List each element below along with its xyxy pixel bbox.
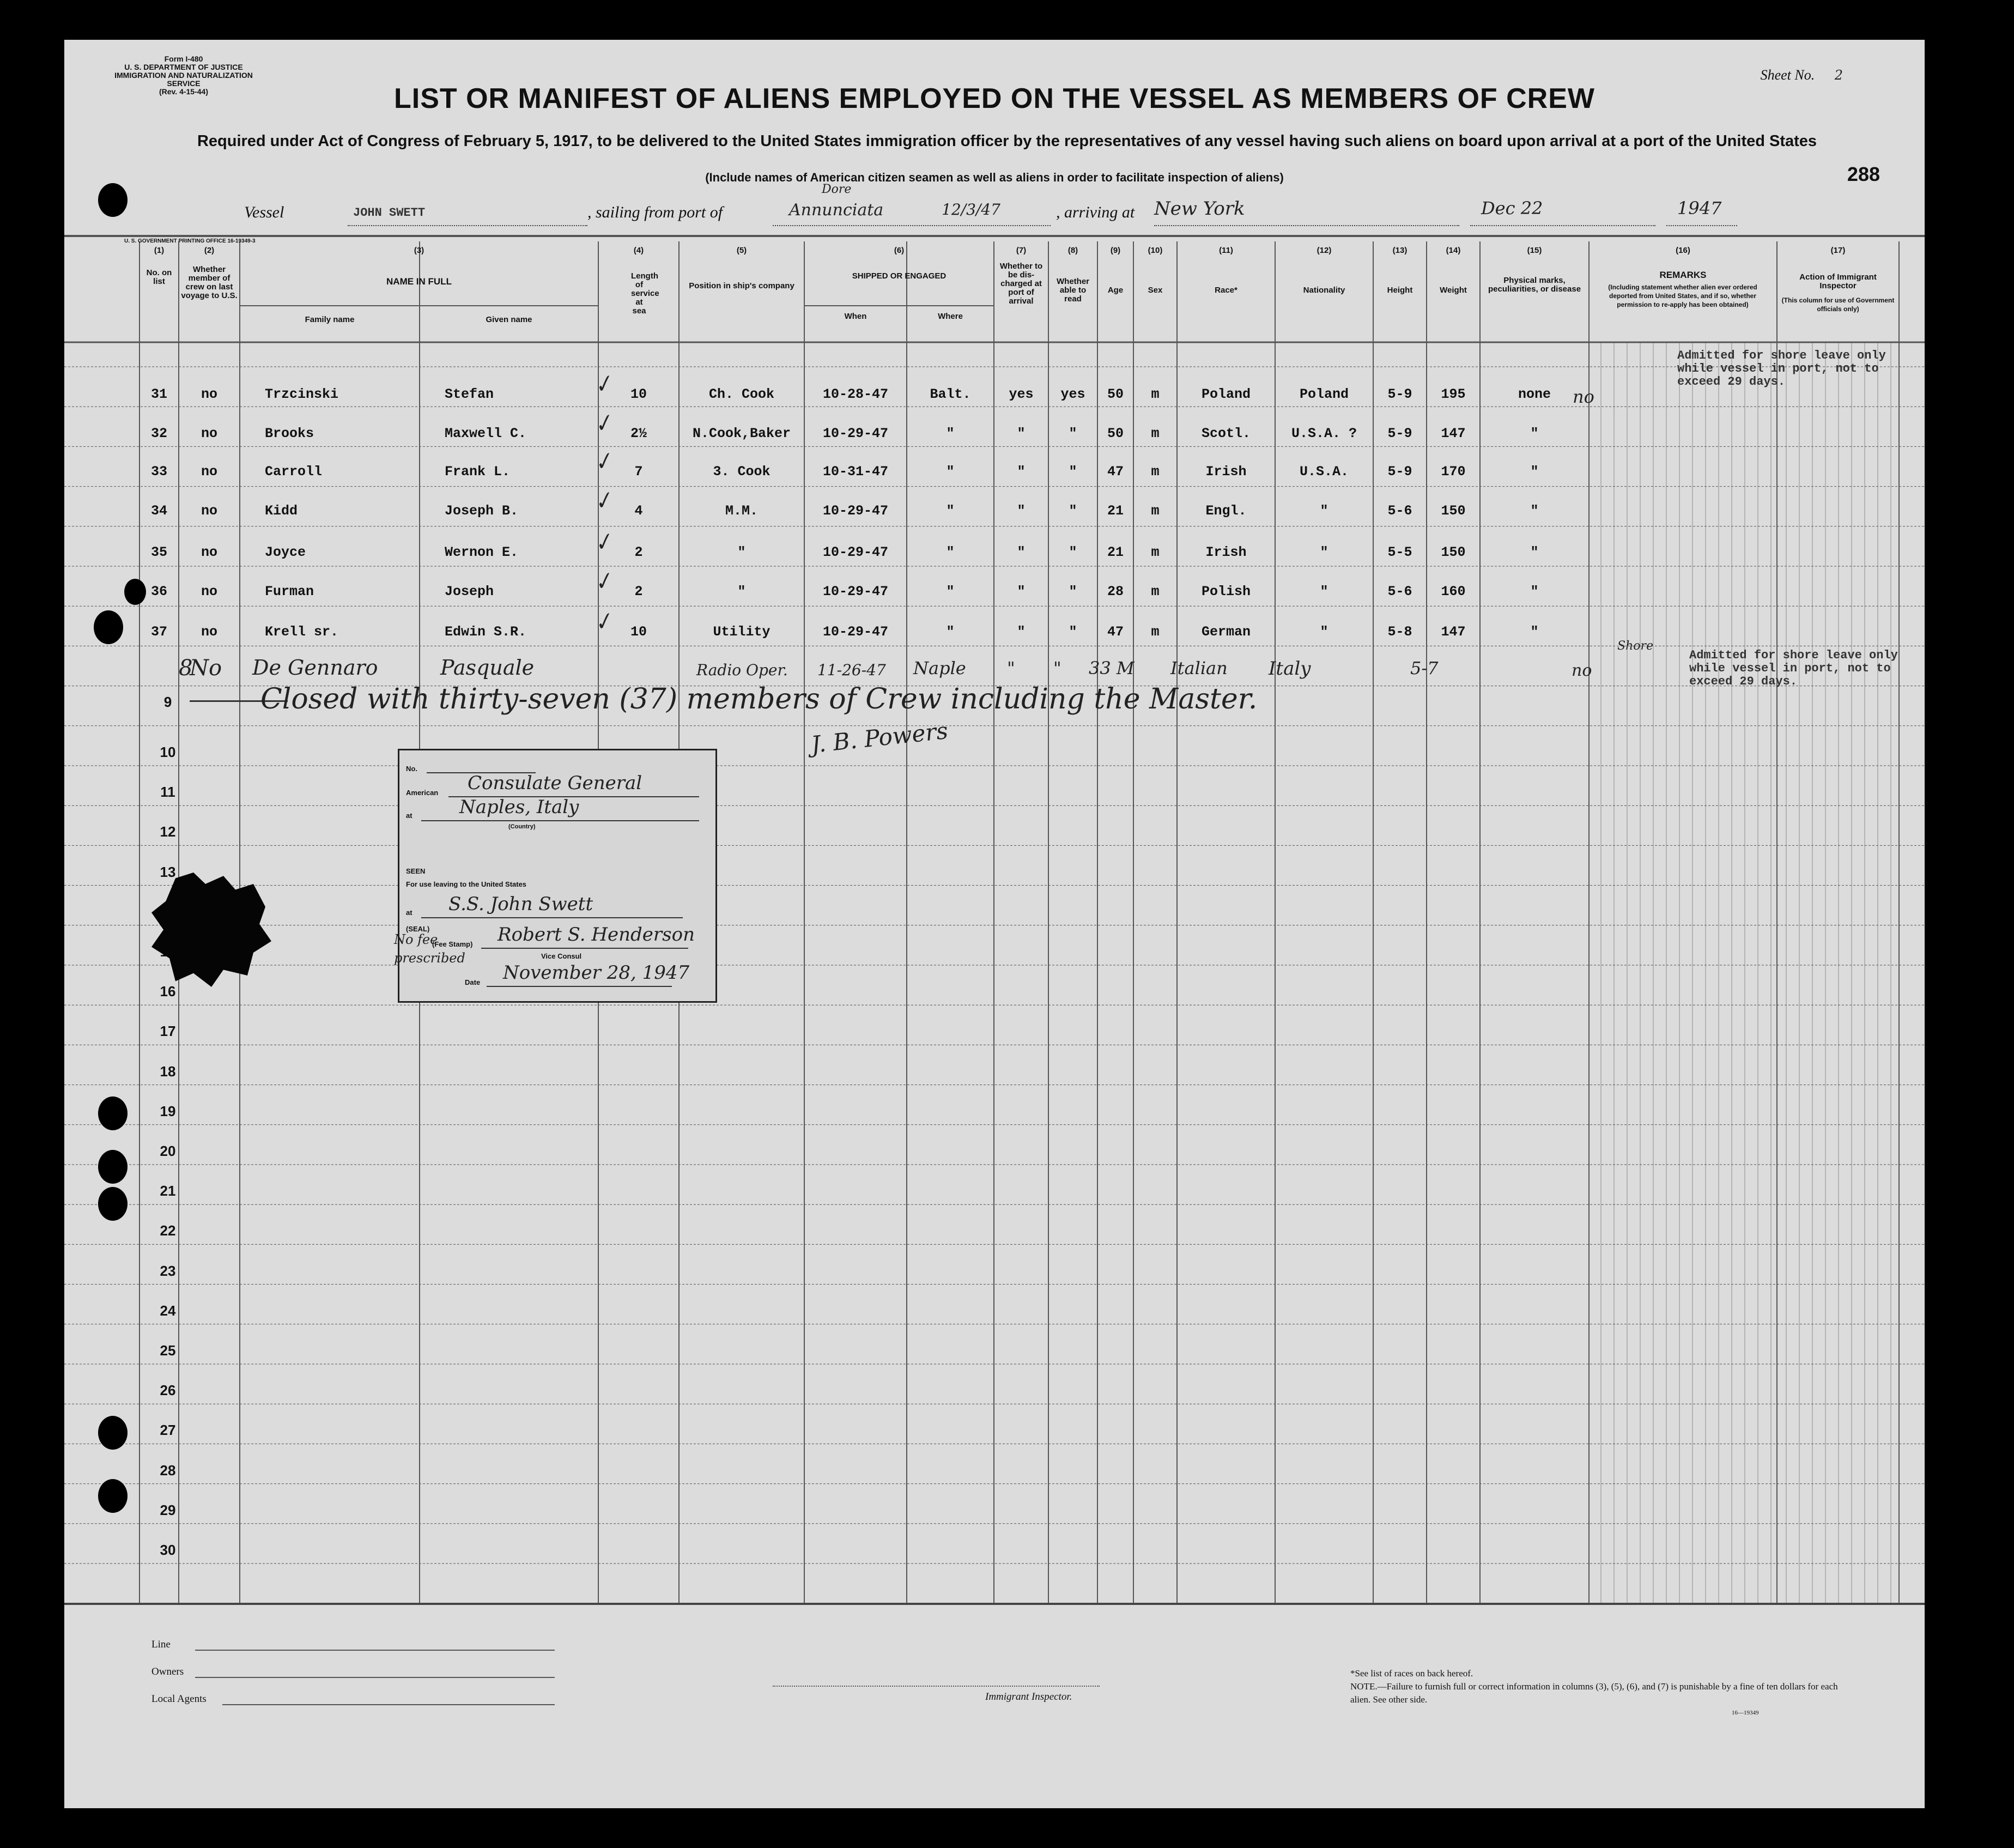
inspector-label: Immigrant Inspector. [985,1691,1072,1702]
family-name-cell: Brooks [265,426,314,441]
col-header-marks: Physical marks, peculiarities, or disease [1488,276,1581,294]
nationality-cell: " [1320,584,1328,599]
stamp-country-label: (Country) [508,823,536,830]
discharged-cell: " [1017,624,1026,640]
read-cell: " [1069,464,1077,480]
punch-hole [98,1187,128,1221]
consular-stamp [394,749,717,1003]
column-number: (17) [1830,246,1846,255]
position-cell: Ch. Cook [708,386,775,402]
punch-hole [98,183,128,217]
hw-height: 5-7 [1410,658,1439,678]
check-mark-icon: ✓ [590,567,616,597]
given-name-cell: Maxwell C. [445,426,527,441]
stamp-vessel: S.S. John Swett [448,893,593,915]
sheet-number [1761,67,1843,83]
read-cell: " [1069,503,1077,519]
read-cell: " [1069,426,1077,441]
stamp-officer: Robert S. Henderson [498,924,695,946]
vessel-underline [348,225,587,226]
stamp-at-label: at [406,811,412,820]
weight-cell: 160 [1441,584,1466,599]
punch-hole [98,1096,128,1130]
footer-agents-blank [222,1704,555,1705]
race-cell: Irish [1205,544,1247,560]
last-voyage-cell: no [201,464,217,480]
sex-cell: m [1151,426,1160,441]
marks-cell: " [1530,584,1539,599]
age-cell: 50 [1107,386,1124,402]
last-voyage-cell: no [201,386,217,402]
discharged-cell: " [1017,584,1026,599]
column-number: (14) [1446,246,1461,255]
column-number: (3) [414,246,424,255]
shore-note: Shore [1617,639,1654,653]
nationality-cell: " [1320,503,1328,519]
weight-cell: 150 [1441,544,1466,560]
hw-remark: no [1572,661,1592,680]
marks-cell: " [1530,503,1539,519]
service-cell: 4 [634,503,643,519]
column-number: (15) [1527,246,1542,255]
footer-line-blank [195,1650,555,1651]
stamp-fee-note: No fee prescribed [394,932,465,966]
sheet-label: Sheet No. [1760,67,1815,83]
marks-cell: " [1530,464,1539,480]
sex-cell: m [1151,624,1160,640]
col-header-when: When [844,312,867,321]
col-header-height: Height [1387,286,1413,295]
sailing-label: , sailing from port of [587,203,723,221]
column-number: (1) [154,246,165,255]
punch-hole [98,1479,128,1513]
penalty-note: NOTE.—Failure to furnish full or correct information in columns (3), (5), (6), and (7) is punishable by a fine of ten dollars for each alien. See other side. [1350,1681,1838,1705]
row1-remark: no [1573,386,1594,407]
race-cell: Irish [1205,464,1247,480]
col-header-action: Action of Immigrant Inspector [1799,272,1877,290]
row-number: 18 [160,1063,176,1080]
row-number: 19 [160,1102,176,1119]
hw-row-number: 8 [179,656,193,681]
row-number: 23 [160,1262,176,1279]
vessel-label: Vessel [244,203,284,221]
shipped-when-cell: 10-29-47 [822,584,889,599]
column-number: (8) [1067,246,1078,255]
age-cell: 47 [1107,464,1124,480]
check-mark-icon: ✓ [590,369,616,400]
sex-cell: m [1151,464,1160,480]
row-number: 28 [160,1462,176,1479]
closing-text: Closed with thirty-seven (37) members of Crew including the Master. [260,683,1258,716]
stamp-officer-line [481,948,688,949]
hw-where: Naple [913,658,966,678]
stamp-seal-label: (SEAL) [406,925,430,933]
discharged-cell: " [1017,544,1026,560]
hw-position: Radio Oper. [696,661,788,679]
row-number: 25 [160,1342,176,1359]
punch-hole [94,610,123,644]
height-cell: 5-9 [1387,426,1412,441]
shipped-when-cell: 10-29-47 [822,426,889,441]
shipped-where-cell: " [946,584,955,599]
col-header-race: Race* [1215,286,1237,295]
row-number: 31 [150,386,167,402]
given-name-cell: Stefan [445,386,494,402]
nationality-cell: U.S.A. ? [1291,426,1357,441]
row-number: 12 [160,823,176,840]
column-number: (4) [633,246,644,255]
last-voyage-cell: no [201,584,217,599]
column-number: (13) [1392,246,1408,255]
hw-given-name: Pasquale [440,656,535,680]
col-header-position: Position in ship's company [689,281,794,290]
col-header-last-voyage: Whether member of crew on last voyage to U.S. [181,265,238,300]
nationality-cell: Poland [1299,386,1349,402]
footer-agents-label: Local Agents [151,1693,207,1705]
height-cell: 5-9 [1387,464,1412,480]
printing-office: U. S. GOVERNMENT PRINTING OFFICE 16-19349-3 [124,238,256,244]
shipped-when-cell: 10-28-47 [822,386,889,402]
shipped-where-cell: " [946,464,955,480]
closing-signature: J. B. Powers [810,717,949,759]
form-number: Form I-480 [164,54,203,63]
position-cell: " [737,584,746,599]
position-cell: " [737,544,746,560]
weight-cell: 147 [1441,426,1466,441]
given-name-cell: Wernon E. [445,544,519,560]
height-cell: 5-5 [1387,544,1412,560]
stamp-consulate-label: American [406,789,439,797]
stamp-seen-label: SEEN [406,867,426,875]
weight-cell: 150 [1441,503,1466,519]
arriving-underline [1154,225,1459,226]
shipped-where-cell: " [946,426,955,441]
service: IMMIGRATION AND NATURALIZATION SERVICE [114,71,253,88]
row-number: 32 [150,426,167,441]
stamp-date-label: Date [465,978,481,986]
row-number: 29 [160,1501,176,1518]
hw-race: Italian [1170,658,1228,678]
age-cell: 47 [1107,624,1124,640]
stamp-consulate: Consulate General [468,772,642,794]
check-mark-icon: ✓ [590,607,616,638]
last-voyage-cell: no [201,426,217,441]
nationality-cell: " [1320,544,1328,560]
service-cell: 2½ [630,426,647,441]
shipped-where-cell: " [946,624,955,640]
col-header-name: NAME IN FULL [386,276,452,287]
discharged-cell: " [1017,503,1026,519]
weight-cell: 147 [1441,624,1466,640]
admitted-note-1: Admitted for shore leave only while vessel in port, not to exceed 29 days. [1677,349,1886,389]
sailing-underline [773,225,1051,226]
sex-cell: m [1151,503,1160,519]
sailing-port-note: Dore [822,183,852,196]
family-name-cell: Krell sr. [265,624,339,640]
column-number: (2) [204,246,215,255]
page-number: 288 [1847,163,1880,185]
check-mark-icon: ✓ [590,447,616,477]
service-cell: 10 [630,386,647,402]
hw-read: " [1053,658,1061,678]
stamp-fee-label: (Fee Stamp) [432,940,473,948]
sex-cell: m [1151,386,1160,402]
col-header-shipped: SHIPPED OR ENGAGED [852,271,947,281]
race-cell: German [1201,624,1251,640]
service-cell: 2 [634,544,643,560]
row-number: 13 [160,863,176,880]
footer-divider [64,1603,1925,1605]
discharged-cell: " [1017,426,1026,441]
stamp-vessel-label: at [406,908,412,917]
page-subtitle: Required under Act of Congress of February 5, 1917, to be delivered to the United States immigration officer by the representatives of any vessel having such aliens on board upon arrival at a port of the United States [197,132,1817,150]
hw-family-name: De Gennaro [252,656,378,680]
sailing-port: Annunciata [789,201,884,220]
column-number: (7) [1016,246,1027,255]
race-cell: Poland [1201,386,1251,402]
row-number: 11 [160,784,175,801]
revision: (Rev. 4-15-44) [159,87,208,96]
marks-cell: " [1530,426,1539,441]
shipped-when-cell: 10-29-47 [822,503,889,519]
discharged-cell: yes [1009,386,1034,402]
height-cell: 5-6 [1387,503,1412,519]
read-cell: " [1069,624,1077,640]
family-name-cell: Kidd [265,503,298,519]
check-mark-icon: ✓ [590,486,616,517]
closing-row-number: 9 [163,694,172,710]
shipped-where-cell: Balt. [930,386,971,402]
stamp-city: Naples, Italy [459,796,579,818]
footer-line-label: Line [151,1639,171,1650]
admitted-note-2: Admitted for shore leave only while vessel in port, not to exceed 29 days. [1689,649,1898,688]
arriving-label: , arriving at [1056,203,1135,221]
shipped-where-cell: " [946,544,955,560]
stamp-vessel-line [421,917,683,918]
col-header-remarks-note: (Including statement whether alien ever ordered deported from United States, and if so, whether permission to re-apply has been obtained) [1608,283,1757,308]
column-number: (6) [894,246,905,255]
column-number: (5) [736,246,747,255]
col-header-given-name: Given name [486,315,532,324]
row-number: 16 [160,983,176,1000]
last-voyage-cell: no [201,544,217,560]
check-mark-icon: ✓ [590,409,616,439]
last-voyage-cell: no [201,503,217,519]
read-cell: " [1069,584,1077,599]
nationality-cell: U.S.A. [1299,464,1349,480]
column-number: (11) [1219,246,1233,255]
position-cell: N.Cook,Baker [692,426,791,441]
row-number: 17 [160,1023,176,1040]
arriving-port: New York [1154,198,1245,220]
service-cell: 2 [634,584,643,599]
discharged-cell: " [1017,464,1026,480]
page-subnote: (Include names of American citizen seamen as well as aliens in order to facilitate inspection of aliens) [705,171,1284,184]
race-cell: Scotl. [1201,426,1251,441]
races-note: *See list of races on back hereof. [1350,1668,1473,1679]
stamp-date: November 28, 1947 [503,962,690,984]
position-cell: M.M. [725,503,758,519]
shipped-when-cell: 10-29-47 [822,544,889,560]
sex-cell: m [1151,584,1160,599]
position-cell: Utility [713,624,771,640]
shipped-where-cell: " [946,503,955,519]
row-number: 20 [160,1143,176,1159]
stamp-date-line [487,986,672,987]
col-header-no: No. on list [146,268,172,286]
given-name-cell: Joseph B. [445,503,519,519]
family-name-cell: Furman [265,584,314,599]
arrival-year: 1947 [1677,198,1722,219]
vessel-name: JOHN SWETT [353,206,426,220]
arrival-date: Dec 22 [1481,198,1543,219]
stamp-officer-title: Vice Consul [541,952,582,960]
date-underline [1470,225,1655,226]
shipped-when-cell: 10-29-47 [822,624,889,640]
punch-hole [98,1416,128,1450]
hw-age-sex: 33 M [1089,658,1135,678]
age-cell: 28 [1107,584,1124,599]
col-header-action-note: (This column for use of Government officials only) [1781,296,1895,313]
row-number: 34 [150,503,167,519]
col-header-service: Length of service at sea [631,271,659,316]
row-number: 36 [150,584,167,599]
stamp-seen-text: For use leaving to the United States [406,880,527,888]
row-number: 24 [160,1302,176,1319]
row-number: 33 [150,464,167,480]
form-code: 16—19349 [1732,1710,1759,1716]
marks-cell: none [1518,386,1551,402]
manifest-sheet [64,40,1925,1808]
footer-owners-blank [195,1677,555,1678]
height-cell: 5-9 [1387,386,1412,402]
race-cell: Engl. [1205,503,1247,519]
check-mark-icon: ✓ [590,528,616,558]
age-cell: 50 [1107,426,1124,441]
punch-hole [124,579,146,605]
row-number: 37 [150,624,167,640]
family-name-cell: Carroll [265,464,323,480]
row-number: 26 [160,1382,176,1399]
read-cell: " [1069,544,1077,560]
row-number: 30 [160,1542,176,1558]
nationality-cell: " [1320,624,1328,640]
column-number: (10) [1148,246,1163,255]
col-header-family-name: Family name [305,315,355,324]
read-cell: yes [1060,386,1085,402]
col-header-nationality: Nationality [1303,286,1345,295]
row-number: 22 [160,1222,176,1239]
row-number: 21 [160,1183,176,1199]
col-header-read: Whether able to read [1057,277,1089,304]
stamp-city-line [421,820,699,821]
footer-owners-label: Owners [151,1666,184,1677]
height-cell: 5-6 [1387,584,1412,599]
last-voyage-cell: no [201,624,217,640]
column-number: (16) [1676,246,1690,255]
hw-when: 11-26-47 [817,661,886,679]
family-name-cell: Joyce [265,544,306,560]
service-cell: 10 [630,624,647,640]
sailing-date: 12/3/47 [942,201,1000,219]
given-name-cell: Frank L. [445,464,511,480]
hw-last-voyage: No [190,656,222,681]
position-cell: 3. Cook [713,464,771,480]
weight-cell: 170 [1441,464,1466,480]
weight-cell: 195 [1441,386,1466,402]
col-header-weight: Weight [1440,286,1467,295]
sex-cell: m [1151,544,1160,560]
punch-hole [98,1150,128,1184]
col-header-where: Where [938,312,963,321]
col-header-age: Age [1107,286,1124,295]
family-name-cell: Trzcinski [265,386,339,402]
height-cell: 5-8 [1387,624,1412,640]
hw-nationality: Italy [1269,658,1311,680]
race-cell: Polish [1201,584,1251,599]
row-number: 35 [150,544,167,560]
row-number: 27 [160,1422,176,1439]
marks-cell: " [1530,544,1539,560]
department: U. S. DEPARTMENT OF JUSTICE [124,63,243,71]
age-cell: 21 [1107,544,1124,560]
shipped-when-cell: 10-31-47 [822,464,889,480]
given-name-cell: Joseph [445,584,494,599]
column-number: (12) [1317,246,1332,255]
stamp-no-label: No. [406,765,417,773]
col-header-discharged: Whether to be dis-charged at port of arrival [999,262,1043,306]
row-number: 10 [160,744,176,760]
hw-discharged: " [1007,658,1015,678]
inspector-signature-line [773,1686,1100,1687]
sheet-value: 2 [1834,68,1843,83]
age-cell: 21 [1107,503,1124,519]
marks-cell: " [1530,624,1539,640]
col-header-sex: Sex [1148,286,1163,295]
service-cell: 7 [634,464,643,480]
given-name-cell: Edwin S.R. [445,624,527,640]
column-number: (9) [1110,246,1121,255]
year-underline [1666,225,1737,226]
col-header-remarks: REMARKS [1659,270,1707,280]
page-title: LIST OR MANIFEST OF ALIENS EMPLOYED ON THE VESSEL AS MEMBERS OF CREW [394,83,1595,114]
